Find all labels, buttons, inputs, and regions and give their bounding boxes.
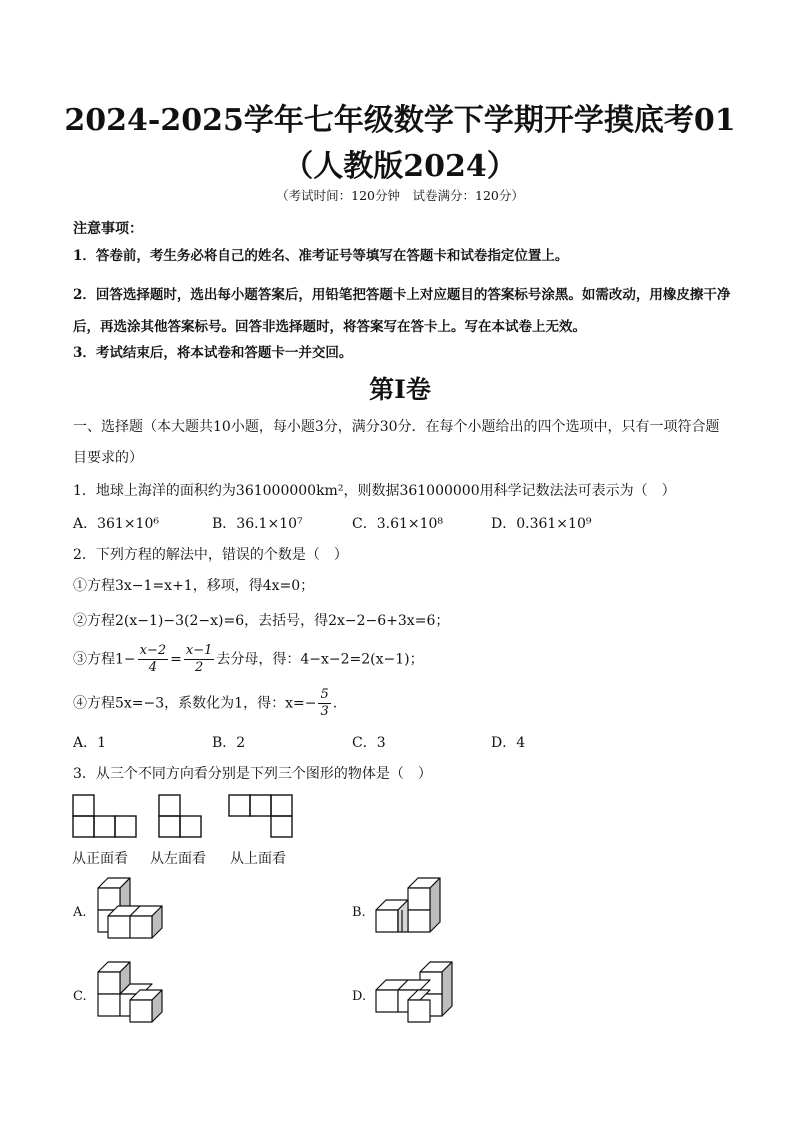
q3-option-d-figure <box>372 960 472 1030</box>
q2-stem: 2．下列方程的解法中，错误的个数是（ ） <box>73 547 348 563</box>
q1-option-d: D．0.361×10⁹ <box>491 516 592 532</box>
q2-item-3-equals: = <box>170 651 182 668</box>
fraction-numerator: 5 <box>320 687 329 702</box>
section-intro: 一、选择题（本大题共10小题，每小题3分，满分30分．在每个小题给出的四个选项中，只有一项符合题目要求的） <box>73 419 720 466</box>
q3-option-d-label: D. <box>352 989 367 1004</box>
q2-option-a: A．1 <box>73 735 107 751</box>
q1-stem: 1．地球上海洋的面积约为361000000km²，则数据361000000用科学记数法法可表示为（ ） <box>73 483 676 499</box>
notes-heading: 注意事项： <box>73 221 143 237</box>
top-view-label: 从上面看 <box>230 851 286 867</box>
q2-item-4 <box>73 687 337 720</box>
front-view-label: 从正面看 <box>72 851 128 867</box>
front-view-figure <box>72 794 140 838</box>
q2-option-b: B．2 <box>212 735 246 751</box>
q1-option-b: B．36.1×10⁷ <box>212 516 303 532</box>
left-view-figure <box>158 794 204 838</box>
note-item-3: 3．考试结束后，将本试卷和答题卡一并交回。 <box>73 345 353 361</box>
q3-option-c-figure <box>94 960 194 1030</box>
q3-stem: 3．从三个不同方向看分别是下列三个图形的物体是（ ） <box>73 766 432 782</box>
fraction-denominator: 3 <box>320 704 329 719</box>
top-view-figure <box>228 794 296 838</box>
q2-item-4-suffix: . <box>332 695 338 712</box>
q2-item-2: ②方程2(x−1)−3(2−x)=6，去括号，得2x−2−6+3x=6； <box>73 613 450 629</box>
q2-item-3-prefix: ③方程1− <box>73 651 136 668</box>
q2-item-1: ①方程3x−1=x+1，移项，得4x=0； <box>73 578 315 594</box>
q2-option-d: D．4 <box>491 735 526 751</box>
q2-item-3-fraction-1 <box>138 643 169 676</box>
section-title: 第I卷 <box>369 375 431 404</box>
fraction-numerator: x−2 <box>139 643 167 658</box>
q2-item-4-fraction <box>318 687 330 720</box>
q2-item-3-suffix: 去分母，得：4−x−2=2(x−1)； <box>216 651 424 668</box>
q2-item-3 <box>73 643 424 676</box>
q2-item-3-fraction-2 <box>184 643 215 676</box>
fraction-denominator: 2 <box>194 660 204 675</box>
fraction-numerator: x−1 <box>185 643 213 658</box>
note-item-1: 1．答卷前，考生务必将自己的姓名、准考证号等填写在答题卡和试卷指定位置上。 <box>73 248 569 264</box>
note-item-2: 2．回答选择题时，选出每小题答案后，用铅笔把答题卡上对应题目的答案标号涂黑。如需改动，用橡皮擦干净后，再选涂其他答案标号。回答非选择题时，将答案写在答卡上。写在本试卷上无效。 <box>73 287 731 335</box>
left-view-label: 从左面看 <box>150 851 206 867</box>
q3-option-a-figure <box>94 876 194 946</box>
q3-option-a-label: A. <box>73 905 87 920</box>
exam-title: 2024-2025学年七年级数学下学期开学摸底考01（人教版2024） <box>64 103 736 184</box>
q2-item-4-prefix: ④方程5x=−3，系数化为1，得：x=− <box>73 695 317 712</box>
q3-option-c-label: C. <box>73 989 87 1004</box>
q3-option-b-figure <box>372 880 472 950</box>
exam-subtitle: （考试时间：120分钟 试卷满分：120分） <box>276 188 524 203</box>
q1-option-a: A．361×10⁶ <box>73 516 159 532</box>
q2-option-c: C．3 <box>352 735 386 751</box>
q3-option-b-label: B. <box>352 905 366 920</box>
q1-option-c: C．3.61×10⁸ <box>352 516 444 532</box>
fraction-denominator: 4 <box>148 660 158 675</box>
